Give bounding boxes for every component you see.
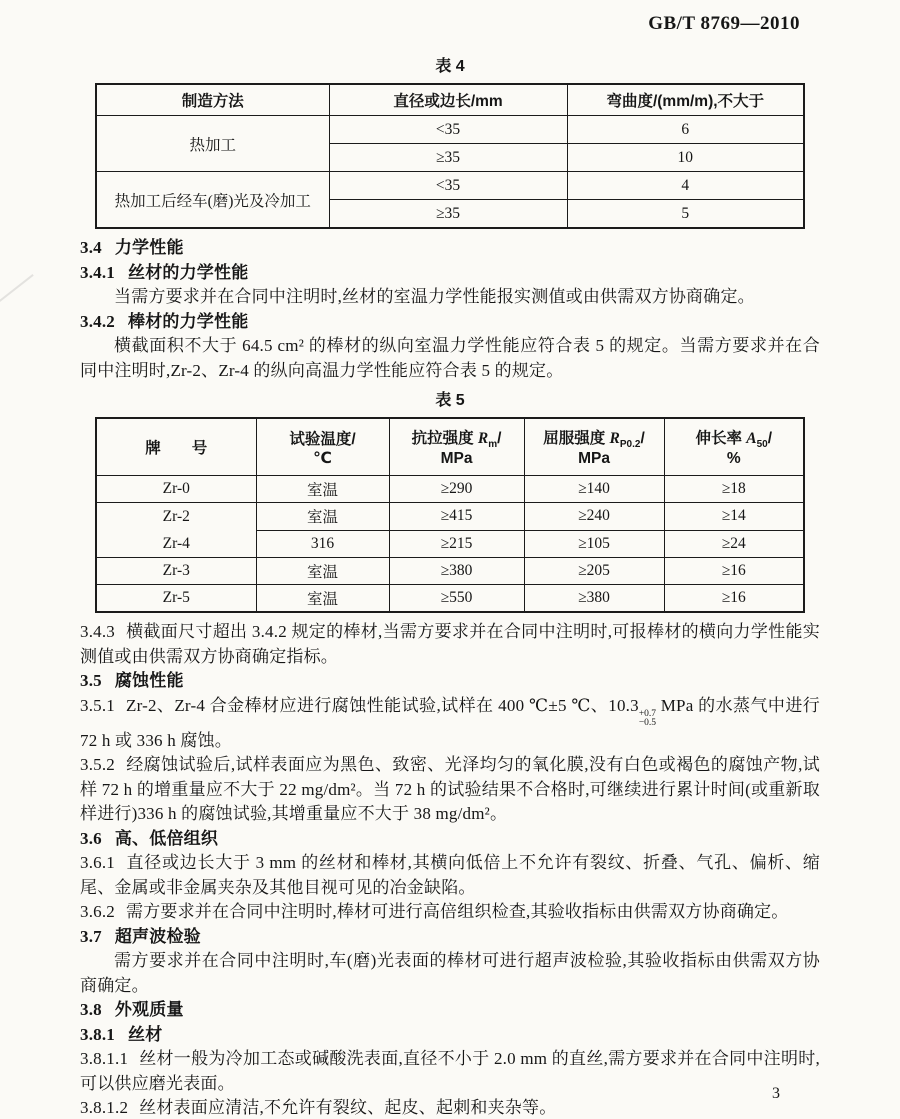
t5-rm: ≥550	[389, 585, 524, 613]
t5-rp: ≥380	[524, 585, 664, 613]
t5-header-tensile	[389, 418, 524, 476]
clause-text: 经腐蚀试验后,试样表面应为黑色、致密、光泽均匀的氧化膜,没有白色或褐色的腐蚀产物,试样 72 h 的增重量应不大于 22 mg/dm²。当 72 h 的试验结果不合格时,可继续进行累计时间(或重新取样进行)336 h 的腐蚀试验,其增重量应不大于 38 mg/dm²。	[80, 755, 820, 823]
clause-number: 3.6.2	[80, 902, 115, 921]
clause-number: 3.8	[80, 1000, 102, 1019]
tolerance-upper: +0.7	[638, 708, 657, 719]
clause-3-8-1-heading	[80, 1023, 820, 1048]
table-4	[95, 83, 805, 229]
symbol-rm: R	[477, 429, 489, 447]
t4-cell-size: <35	[329, 116, 567, 144]
clause-title: 力学性能	[114, 238, 184, 257]
clause-3-8-heading	[80, 998, 820, 1023]
t5-rm: ≥290	[389, 476, 524, 503]
clause-number: 3.4.3	[80, 622, 115, 641]
clause-text: MPa 的水蒸气中进行 72 h 或 336 h 腐蚀。	[80, 695, 821, 750]
t5-header-elongation	[664, 418, 804, 476]
t5-header-yield	[524, 418, 664, 476]
t5-rm: ≥415	[389, 503, 524, 531]
t5-a: ≥16	[664, 558, 804, 585]
clause-number: 3.8.1.2	[80, 1098, 129, 1117]
clause-number: 3.6.1	[80, 853, 115, 872]
slash: /	[640, 429, 645, 447]
t5-temp: 室温	[256, 476, 389, 503]
t4-cell-size: ≥35	[329, 200, 567, 229]
t5-rp: ≥240	[524, 503, 664, 531]
clause-3-7-heading	[80, 925, 820, 950]
paragraph-3-4-2: 横截面积不大于 64.5 cm² 的棒材的纵向室温力学性能应符合表 5 的规定。当需方要求并在合同中注明时,Zr-2、Zr-4 的纵向高温力学性能应符合表 5 的规定。	[80, 336, 820, 380]
t5-a: ≥24	[664, 530, 804, 558]
clause-3-5-heading	[80, 669, 820, 694]
t5-rp: ≥140	[524, 476, 664, 503]
clause-text: Zr-2、Zr-4 合金棒材应进行腐蚀性能试验,试样在 400 ℃±5 ℃、10.3	[126, 695, 639, 715]
t5-temp: 室温	[256, 558, 389, 585]
table-row	[96, 172, 804, 200]
table-row	[96, 558, 804, 585]
t5-temp: 室温	[256, 503, 389, 531]
paragraph-3-6-1	[80, 851, 820, 900]
clause-number: 3.4.1	[80, 262, 115, 282]
t4-cell-size: ≥35	[329, 144, 567, 172]
clause-number: 3.5.2	[80, 755, 115, 774]
paragraph-3-5-2	[80, 753, 820, 827]
table-row	[96, 585, 804, 613]
clause-text: 丝材表面应清洁,不允许有裂纹、起皮、起刺和夹杂等。	[139, 1098, 557, 1117]
clause-text: 需方要求并在合同中注明时,棒材可进行高倍组织检查,其验收指标由供需双方协商确定。	[126, 902, 789, 921]
t5-tensile-unit: MPa	[440, 450, 473, 468]
clause-3-4-1-heading	[80, 261, 820, 286]
t5-grade: Zr-3	[96, 558, 256, 585]
t4-cell-bend: 5	[567, 200, 804, 229]
clause-number: 3.8.1.1	[80, 1049, 129, 1068]
clause-number: 3.5.1	[80, 695, 115, 715]
page-content	[0, 53, 900, 1119]
clause-text: 丝材一般为冷加工态或碱酸洗表面,直径不小于 2.0 mm 的直丝,需方要求并在合同中注明时,可以供应磨光表面。	[80, 1049, 820, 1093]
symbol-rm-sub: m	[488, 439, 498, 451]
clause-text: 直径或边长大于 3 mm 的丝材和棒材,其横向低倍上不允许有裂纹、折叠、气孔、偏析、缩尾、金属或非金属夹杂及其他目视可见的冶金缺陷。	[80, 853, 820, 897]
slash: /	[767, 429, 773, 447]
clause-3-6-heading	[80, 827, 820, 852]
t5-yield-label: 屈服强度	[543, 429, 610, 447]
clause-3-4-2-heading	[80, 310, 820, 335]
t5-grade-zr2-zr4	[96, 503, 256, 558]
paragraph-3-4-3	[80, 620, 820, 669]
table-5-header-row	[96, 418, 804, 476]
t5-grade: Zr-0	[96, 476, 256, 503]
clause-number: 3.7	[80, 926, 102, 946]
t5-yield-unit: MPa	[578, 450, 610, 468]
clause-title: 丝材	[128, 1024, 163, 1044]
clause-title: 外观质量	[114, 1000, 184, 1019]
t4-method-machined: 热加工后经车(磨)光及冷加工	[96, 172, 329, 229]
table-row	[96, 116, 804, 144]
clause-title: 腐蚀性能	[114, 671, 184, 690]
t5-rp: ≥105	[524, 530, 664, 558]
t5-elong-unit: %	[726, 450, 741, 468]
t4-header-size: 直径或边长/mm	[329, 84, 567, 116]
paragraph-3-6-2	[80, 900, 820, 925]
t5-elong-label: 伸长率	[695, 429, 747, 447]
standard-number: GB/T 8769—2010	[648, 13, 800, 34]
symbol-rp: R	[609, 429, 620, 447]
clause-title: 棒材的力学性能	[128, 311, 249, 331]
paragraph-3-7: 需方要求并在合同中注明时,车(磨)光表面的棒材可进行超声波检验,其验收指标由供需双方协商确定。	[80, 951, 820, 995]
t5-temp: 室温	[256, 585, 389, 613]
table-5-title: 表 5	[435, 392, 465, 409]
t5-rm: ≥380	[389, 558, 524, 585]
t5-tensile-label: 抗拉强度	[411, 429, 478, 447]
paragraph-3-8-1-2	[80, 1096, 820, 1119]
t4-cell-bend: 4	[567, 172, 804, 200]
slash: /	[497, 429, 502, 447]
clause-title: 超声波检验	[114, 926, 201, 946]
t5-grade: Zr-5	[96, 585, 256, 613]
t4-header-method: 制造方法	[96, 84, 329, 116]
table-4-title: 表 4	[435, 58, 465, 75]
table-4-header-row	[96, 84, 804, 116]
table-row	[96, 503, 804, 531]
t5-header-temp-line2: ℃	[313, 449, 332, 467]
t5-header-temp	[256, 418, 389, 476]
clause-number: 3.8.1	[80, 1024, 115, 1044]
t5-grade-zr4: Zr-4	[162, 535, 190, 552]
t5-rp: ≥205	[524, 558, 664, 585]
clause-text: 横截面尺寸超出 3.4.2 规定的棒材,当需方要求并在合同中注明时,可报棒材的横向力学性能实测值或由供需双方协商确定指标。	[80, 622, 820, 666]
clause-number: 3.4.2	[80, 311, 115, 331]
clause-number: 3.6	[80, 828, 102, 848]
t5-rm: ≥215	[389, 530, 524, 558]
table-5	[95, 417, 805, 613]
clause-title: 高、低倍组织	[114, 828, 219, 848]
t4-cell-bend: 10	[567, 144, 804, 172]
t5-a: ≥14	[664, 503, 804, 531]
paragraph-3-8-1-1	[80, 1047, 820, 1096]
t4-cell-size: <35	[329, 172, 567, 200]
clause-3-4-heading	[80, 236, 820, 261]
t5-grade-zr2: Zr-2	[162, 508, 190, 525]
t5-header-grade: 牌 号	[96, 418, 256, 476]
t5-header-temp-line1: 试验温度/	[289, 430, 356, 448]
paragraph-3-4-1: 当需方要求并在合同中注明时,丝材的室温力学性能报实测值或由供需双方协商确定。	[114, 287, 755, 306]
clause-number: 3.4	[80, 238, 102, 257]
clause-title: 丝材的力学性能	[128, 262, 249, 282]
t4-header-bend: 弯曲度/(mm/m),不大于	[567, 84, 804, 116]
t5-a: ≥18	[664, 476, 804, 503]
tolerance-stack	[639, 710, 656, 729]
symbol-rp-sub: P0.2	[619, 439, 641, 451]
table-row	[96, 476, 804, 503]
t5-a: ≥16	[664, 585, 804, 613]
t5-temp: 316	[256, 530, 389, 558]
symbol-a-sub: 50	[756, 439, 768, 451]
page-number: 3	[772, 1085, 780, 1102]
t4-method-hot-worked: 热加工	[96, 116, 329, 172]
t4-cell-bend: 6	[567, 116, 804, 144]
symbol-a: A	[746, 429, 757, 447]
clause-number: 3.5	[80, 671, 102, 690]
paragraph-3-5-1	[80, 694, 820, 754]
tolerance-lower: −0.5	[638, 718, 657, 728]
